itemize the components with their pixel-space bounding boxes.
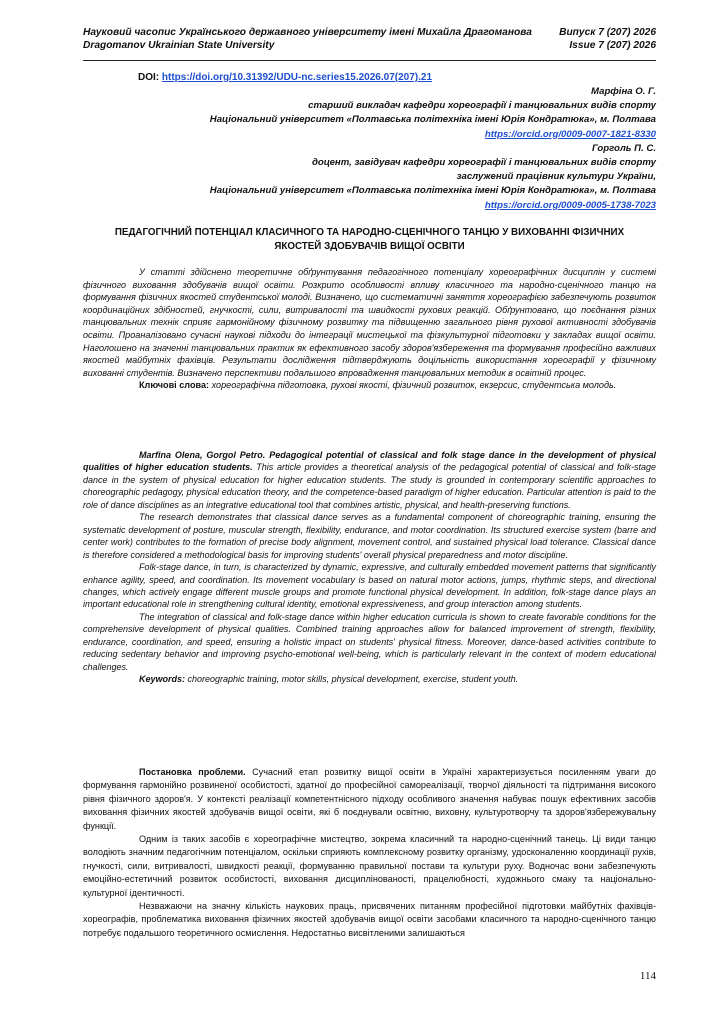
article-body [83,766,656,940]
running-header [83,26,656,61]
author2-name: Горголь П. С. [591,142,656,154]
abstract-en-p3: Folk-stage dance, in turn, is characterized by dynamic, expressive, and culturally embedded movement patterns that significantly enhance agility, speed, and coordination. Its movement vocabulary is based on natural motor actions, jumps, rhythmic steps, and directional changes, which actively engage different muscle groups and promote functional physical development. In addition, folk-stage dance plays an important educational role in strengthening cultural identity, emotional expressiveness, and group interaction among students. [83,562,656,610]
author2-position: доцент, завідувач кафедри хореографії і танцювальних видів спорту [311,157,656,169]
body-p1 [83,766,656,833]
author1-orcid-link[interactable]: https://orcid.org/0009-0007-1821-8330 [484,128,656,140]
article-title-line1: ПЕДАГОГІЧНИЙ ПОТЕНЦІАЛ КЛАСИЧНОГО ТА НАРОДНО-СЦЕНІЧНОГО ТАНЦЮ У ВИХОВАННІ ФІЗИЧНИХ [114,227,625,238]
doi-label: DOI: [138,72,162,83]
doi-line [138,72,432,83]
section-heading: Постановка проблеми. [139,767,246,777]
abstract-en-p2: The research demonstrates that classical dance serves as a fundamental component of choreographic training, ensuring the systematic development of posture, muscular strength, flexibility, endurance, and motor coordination. Its structured exercise system (barre and center work) contributes to the formation of precise body alignment, movement control, and sustained physical load tolerance. Classical dance is therefore considered a methodological basis for improving students' overall physical preparedness and motor discipline. [83,512,656,560]
abstract-ua [83,266,656,392]
abstract-ua-keywords [83,379,656,392]
abstract-en-lead: Marfina Olena, Gorgol Petro. Pedagogical potential of classical and folk stage dance in the development of physical qualities of higher education students. [83,450,656,473]
abstract-ua-text: У статті здійснено теоретичне обґрунтування педагогічного потенціалу хореографічних дисциплін у системі фізичного виховання здобувачів вищої освіти. Розкрито особливості впливу класичного та народно-сценічного танцю на формування фізичних якостей студентської молоді. Визначено, що систематичні заняття хореографією забезпечують розвиток координаційних здібностей, гнучкості, сили, витривалості та швидкості рухових реакцій. Обґрунтовано, що поєднання різних танцювальних технік сприяє гармонійному фізичному розвитку та підвищенню загального рівня рухової активності здобувачів освіти. Проаналізовано сучасні наукові підходи до інтеграції мистецької та фізкультурної підготовки у закладах вищої освіти. Наголошено на значенні танцювальних практик як ефективного засобу здоров'язбереження та формування професійно важливих якостей майбутніх фахівців. Результати дослідження підтверджують доцільність використання хореографії у фізичному вихованні студентів. Визначено перспективи подальшого впровадження танцювальних методик в освітній процес. [83,267,656,378]
abstract-en-keywords [83,673,656,685]
article-title [83,226,656,254]
body-p2: Одним із таких засобів є хореографічне мистецтво, зокрема класичний та народно-сценічний танець. Ці види танцю володіють значним педагогічним потенціалом, оскільки сприяють комплексному розвитку організму, удосконаленню координації рухів, гнучкості, сили, витривалості, швидкості реакції, формуванню правильної постави та культури руху. Водночас вони забезпечують емоційно-естетичний розвиток особистості, виховання дисциплінованості, працелюбності, художнього смаку та національно-культурної ідентичності. [83,834,656,898]
journal-title-line2: Dragomanov Ukrainian State University [83,40,275,51]
body-p3: Незважаючи на значну кількість наукових праць, присвячених питанням професійної підготовки майбутніх фахівців-хореографів, проблематика виховання фізичних якостей здобувачів вищої освіти засобами класичного та народно-сценічного танцю потребує подальшого теоретичного осмислення. Недостатньо висвітленими залишаються [83,901,656,938]
journal-title [83,26,532,52]
author1-position: старший викладач кафедри хореографії і танцювальних видів спорту [308,100,656,112]
authors-block [76,85,656,213]
author1-name: Марфіна О. Г. [591,86,656,97]
keywords-en-list: choreographic training, motor skills, physical development, exercise, student youth. [185,674,519,685]
page-number: 114 [639,970,656,982]
keywords-ua-label: Ключові слова: [139,380,210,391]
author2-title: заслужений працівник культури України, [456,171,656,183]
abstract-en-p4: The integration of classical and folk-stage dance within higher education curricula is shown to create favorable conditions for the comprehensive development of physical qualities. Combined training approaches allow for balanced improvement of strength, flexibility, endurance, coordination, and speed, ensuring a holistic impact on students' physical fitness. Moreover, dance-based activities contribute to reducing sedentary behavior and improving psycho-emotional well-being, which is particularly relevant in the context of modern educational challenges. [83,611,656,672]
issue-info [559,26,656,52]
abstract-en [83,449,656,686]
keywords-ua-list: хореографічна підготовка, рухові якості, фізичний розвиток, екзерсис, студентська молодь. [209,380,617,391]
issue-en: Issue 7 (207) 2026 [569,40,656,51]
journal-title-line1: Науковий часопис Українського державного університету імені Михайла Драгоманова [83,27,532,38]
author2-orcid-link[interactable]: https://orcid.org/0009-0005-1738-7023 [484,199,656,211]
author2-university: Національний університет «Полтавська політехніка імені Юрія Кондратюка», м. Полтава [209,185,656,197]
doi-link[interactable]: https://doi.org/10.31392/UDU-nc.series15.2026.07(207).21 [161,72,433,83]
abstract-en-p1 [83,449,656,511]
body-p1-text: Сучасний етап розвитку вищої освіти в Україні характеризується посиленням уваги до формування гармонійно розвиненої особистості, здатної до професійної самореалізації, творчої діяльності та підтримання високого рівня фізичного здоров'я. У контексті реалізації компетентнісного підходу особливого значення набуває пошук ефективних засобів виховання фізичних якостей здобувачів вищої освіти, які б поєднували освітню, виховну, культуротворчу та здоров'язбережувальну функції. [83,767,657,831]
issue-ua: Випуск 7 (207) 2026 [559,27,656,38]
abstract-en-p1-text: This article provides a theoretical analysis of the pedagogical potential of classical and folk-stage dance in the system of physical education for higher education students. The study is grounded in contemporary scientific approaches to choreographic pedagogy, physical education theory, and the competence-based paradigm of higher education. Particular attention is paid to the role of dance disciplines as an integrative educational tool that combines artistic, physical, and health-preserving functions. [83,462,657,510]
article-title-line2: ЯКОСТЕЙ ЗДОБУВАЧІВ ВИЩОЇ ОСВІТИ [274,241,465,252]
keywords-en-label: Keywords: [139,674,186,685]
author1-university: Національний університет «Полтавська політехніка імені Юрія Кондратюка», м. Полтава [209,114,656,126]
